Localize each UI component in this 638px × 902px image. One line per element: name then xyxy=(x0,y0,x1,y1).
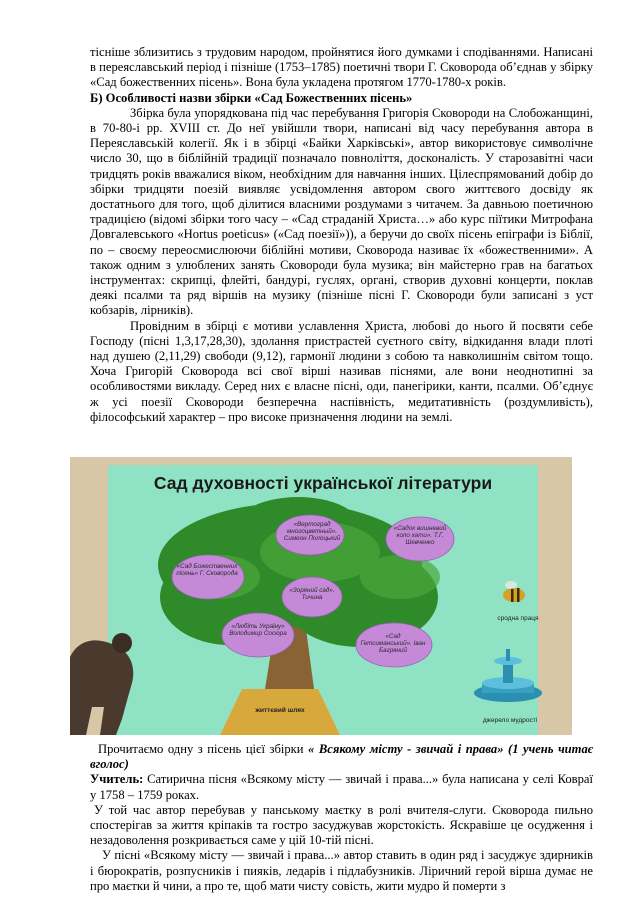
flower-label: «Сад Гетсиманський». Іван Багряний xyxy=(360,633,426,654)
flower-label: «Вертоград многоцветный». Симеон Полоцький xyxy=(283,521,341,542)
teacher-remark: Учитель: Сатирична пісня «Всякому місту — звичай і права...» була написана у селі Коврaї у 1758 – 1759 роках. xyxy=(90,772,593,802)
paragraph-song-analysis: У пісні «Всякому місту — звичай і права...» автор ставить в один ряд і засуджує здирників і бюрократів, розпусників і пияків, ледарів і підлабузників. Ліричний герой вірша думає не про маєтки й чини, а про те, щоб мати чисту совість, жити мудро й померти з xyxy=(90,848,593,893)
bee-label: сродна праця xyxy=(497,615,539,622)
fountain-label: джерело мудрості xyxy=(482,717,538,724)
flower-label: «Зоряний сад». Тичина xyxy=(289,587,335,601)
flower-label: «Садок вишневий коло хати». Т.Г. Шевченко xyxy=(393,525,447,546)
flower-label: «Сад Божественних пісень» Г. Сковорода xyxy=(176,563,238,577)
flower-label: «Любіть Україну» Володимир Сосюра xyxy=(229,623,287,637)
paragraph-collection: Збірка була упорядкована під час перебування Григорія Сковороди на Слобожанщині, в 70-80-і рр. XVIII ст. До неї увійшли твори, написані від часу перебування автора в Переяславській колегії. Як і в збірці «Байки Харківські», автор використовує символічне число 30, що в біблійній традиції позначало повноліття, досконалість. У старозавітні часи тридцять років вважалися віком, необхідним для навчання інших. Цілеспрямований добір до збірки тридцяти поезій виявляє усвідомлення автором свого життєвого досвіду як достатнього для того, щоб ділитися власними роздумами з читачем. За давньою поетичною традицією (відомі збірки того часу – «Сад страданій Христа…» або курс піїтики Митрофана Довгалевського «Hortus poeticus» («Сад поезії»)), а беручи до своїх пісень епіграфи із Біблії, по – своєму переосмислюючи біблійні мотиви, Сковорода називає їх «божественними». А також одним з улюблених занять Сковороди була музика; він майстерно грав на багатьох інструментах: скрипці, флейті, бандурі, гуслях, органі, створив духовні концерти, поклав деякі псалми та ряд віршів на музику (пізніше пісні Г. Сковороди були записані з уст кобзарів, лірників). xyxy=(90,105,593,318)
fountain-icon xyxy=(474,649,542,702)
poster-title: Сад духовності української літератури xyxy=(108,465,538,501)
poster-garden-of-spirituality xyxy=(70,457,572,735)
paragraph-motifs: Провідним в збірці є мотиви уславлення Христа, любові до нього й посвяти себе Господу (пісні 1,3,17,28,30), здолання пристрастей суєтного світу, відкидання влади плоті над душею (2,11,29) свободи (9,12), гармонії людини з собою та навколишнім світом тощо. Хоча Григорій Сковорода всі свої вірші називав піснями, але вони неоднотипні за особливостями викладу. Серед них є власне пісні, оди, панегірики, канти, псалми. Об’єднує ж усі поезії Сковороди безперечна наспівність, медитативність (роздумливість), філософський характер – про високе призначення людини на землі. xyxy=(90,318,593,424)
bee-icon xyxy=(503,581,525,602)
section-heading: Б) Особливості назви збірки «Сад Божественних пісень» xyxy=(90,90,413,105)
lesson-continuation xyxy=(90,742,593,894)
reading-instruction: Прочитаємо одну з пісень цієї збірки « Всякому місту - звичай і права» (1 учень читає вголос) xyxy=(90,742,594,772)
horse-rider-figure xyxy=(70,633,133,735)
path-label: життєвий шлях xyxy=(255,707,305,714)
paragraph-intro: тісніше зблизитись з трудовим народом, пройнятися його думками і сподіваннями. Написані в переяславський період і пізніше (1753–1785) поетичні твори Г. Сковорода об’єднав у збірку «Сад божественних пісень». Вона була укладена протягом 1770-1780-х років. Б) Особливості назви збірки «Сад Божественних пісень» Збірка була упорядкована під час перебування Григорія Сковороди на Слобожанщині, в 70-80-і рр. XVIII ст. До неї увійшли твори, написані від часу перебування автора в Переяславській колегії. Як і в збірці «Байки Харківські», автор використовує символічне число 30, що в біблійній традиції позначало повноліття, досконалість. У старозавітні часи тридцять років вважалися віком, необхідним для навчання інших. Цілеспрямований добір до збірки тридцяти поезій виявляє усвідомлення автором свого життєвого досвіду як достатнього для того, щоб ділитися власними роздумами з читачем. За давньою поетичною традицією (відомі збірки того часу – «Сад страданій Христа…» або курс піїтики Митрофана Довгалевського «Hortus poeticus» («Сад поезії»)), а беручи до своїх пісень епіграфи із Біблії, по – своєму переосмислюючи біблійні мотиви, Сковорода називає їх «божественними». А також одним з улюблених занять Сковороди була музика; він майстерно грав на багатьох інструментах: скрипці, флейті, бандурі, гуслях, органі, створив духовні концерти, поклав деякі псалми та ряд віршів на музику (пізніше пісні Г. Сковороди були записані з уст кобзарів, лірників). Провідним в збірці є мотиви уславлення Христа, любові до нього й посвяти себе Господу (пісні 1,3,17,28,30), здолання пристрастей суєтного світу, відкидання влади плоті над душею (2,11,29) свободи (9,12), гармонії людини з собою та навколишнім світом тощо. Хоча Григорій Сковорода всі свої вірші називав піснями, але вони неоднотипні за особливостями викладу. Серед них є власне пісні, оди, панегірики, канти, псалми. Об’єднує ж усі поезії Сковороди безперечна наспівність, медитативність (роздумливість), філософський характер – про високе призначення людини на землі. xyxy=(90,45,593,424)
paragraph-context: У той час автор перебував у панському маєтку в ролі вчителя-слуги. Сковорода пильно спостерігав за життя кріпаків та гостро засуджував жорстокість. Яскравіше це осудження і незадоволення розкривається саме у цій 10-тій пісні. xyxy=(90,802,593,848)
